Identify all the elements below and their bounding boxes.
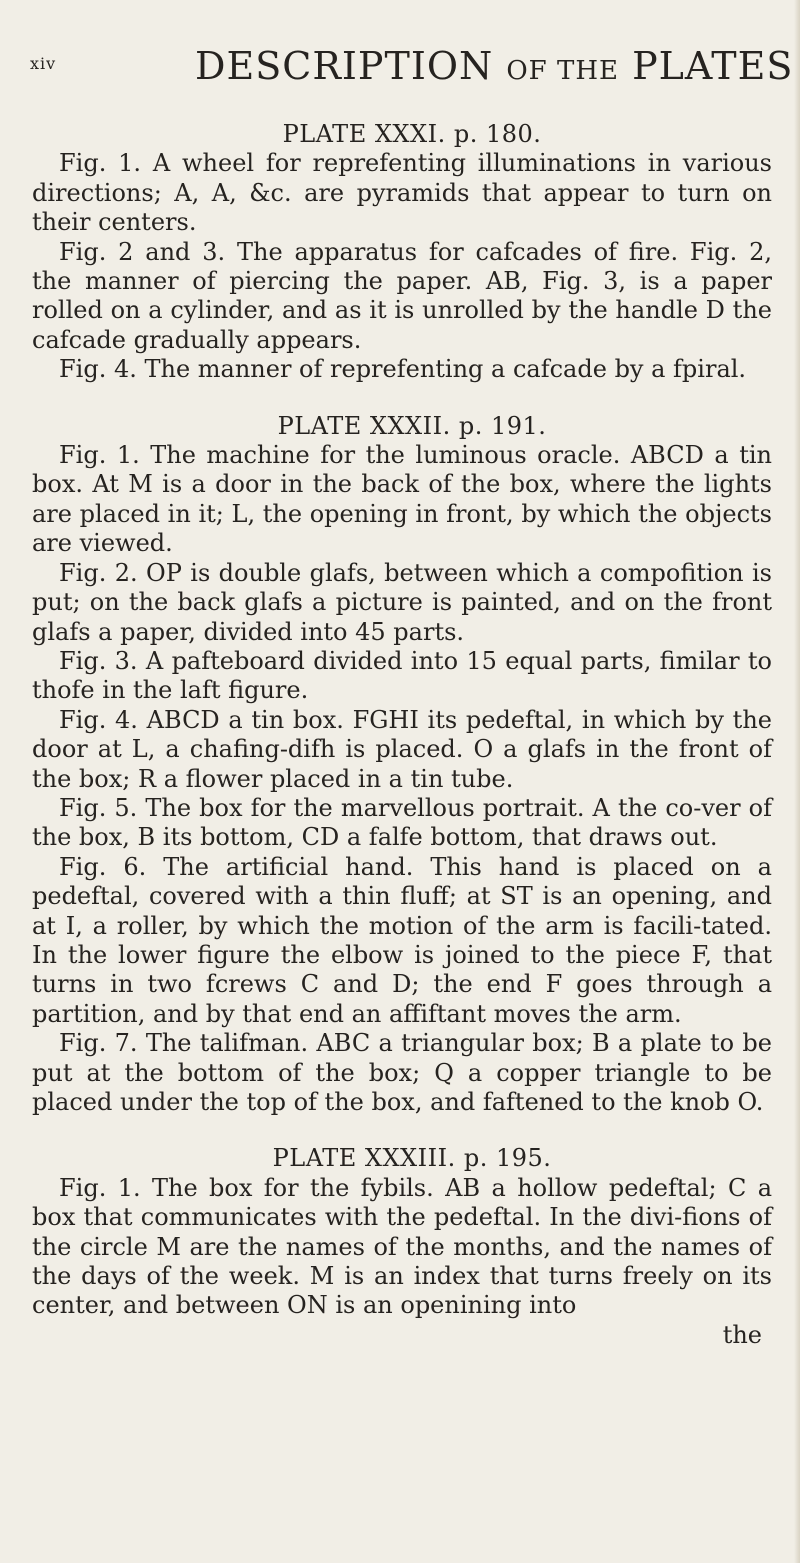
plate-xxxii-fig-2: Fig. 2. OP is double glafs, between which a compofition is put; on the back glafs a picture is painted, and on the front glafs a paper, divided into 45 parts. xyxy=(32,558,772,646)
running-head xyxy=(30,44,794,124)
plate-xxxi-fig-4: Fig. 4. The manner of reprefenting a cafcade by a fpiral. xyxy=(59,355,747,384)
plate-xxxiii-fig-1: Fig. 1. The box for the fybils. AB a hollow pedeftal; C a box that communicates with the pedeftal. In the divi-fions of the circle M are the names of the months, and the names of the days of the week. M is an index that turns freely on its center, and between ON is an openining into xyxy=(32,1173,772,1320)
plate-xxxii-fig-4: Fig. 4. ABCD a tin box. FGHI its pedeftal, in which by the door at L, a chafing-difh is placed. O a glafs in the front of the box; R a flower placed in a tin tube. xyxy=(32,705,772,793)
plate-xxxii-fig-7: Fig. 7. The talifman. ABC a triangular box; B a plate to be put at the bottom of the box; Q a copper triangle to be placed under the top of the box, and faftened to the knob O. xyxy=(32,1029,772,1116)
plate-xxxiii-heading: PLATE XXXIII. p. 195. xyxy=(272,1144,552,1173)
page-number: xiv xyxy=(30,54,57,73)
header-title-plates: PLATES xyxy=(632,44,794,88)
plate-xxxi-fig-1: Fig. 1. A wheel for reprefenting illuminations in various directions; A, A, &c. are pyramids that appear to turn on their centers. xyxy=(32,149,772,237)
plate-xxxi-fig-2-3: Fig. 2 and 3. The apparatus for cafcades of fire. Fig. 2, the manner of piercing the paper. AB, Fig. 3, is a paper rolled on a cylinder, and as it is unrolled by the handle D the cafcade gradually appears. xyxy=(32,237,772,354)
plate-xxxii-fig-6: Fig. 6. The artificial hand. This hand is placed on a pedeftal, covered with a thin fluff; at ST is an opening, and at I, a roller, by which the motion of the arm is facili-tated. In the lower figure the elbow is joined to the piece F, that turns in two fcrews C and D; the end F goes through a partition, and by that end an affiftant moves the arm. xyxy=(32,852,772,1028)
header-title-of-the: OF THE xyxy=(506,56,619,86)
section-spacer xyxy=(32,1117,772,1144)
plate-xxxii-fig-5: Fig. 5. The box for the marvellous portrait. A the co-ver of the box, B its bottom, CD a falfe bottom, that draws out. xyxy=(32,793,772,852)
header-title-description: DESCRIPTION xyxy=(195,44,494,88)
plate-xxxii-fig-3: Fig. 3. A pafteboard divided into 15 equal parts, fimilar to thofe in the laft figure. xyxy=(32,646,772,705)
plate-xxxii-fig-1: Fig. 1. The machine for the luminous oracle. ABCD a tin box. At M is a door in the back of the box, where the lights are placed in it; L, the opening in front, by which the objects are viewed. xyxy=(32,441,772,558)
plate-xxxii-heading: PLATE XXXII. p. 191. xyxy=(277,411,547,440)
catchword: the xyxy=(722,1320,762,1349)
plate-xxxi-heading: PLATE XXXI. p. 180. xyxy=(282,120,542,148)
body-text xyxy=(32,120,772,1350)
page-header-title xyxy=(195,44,793,88)
section-spacer xyxy=(32,385,772,412)
page-edge-shadow xyxy=(794,0,800,1563)
